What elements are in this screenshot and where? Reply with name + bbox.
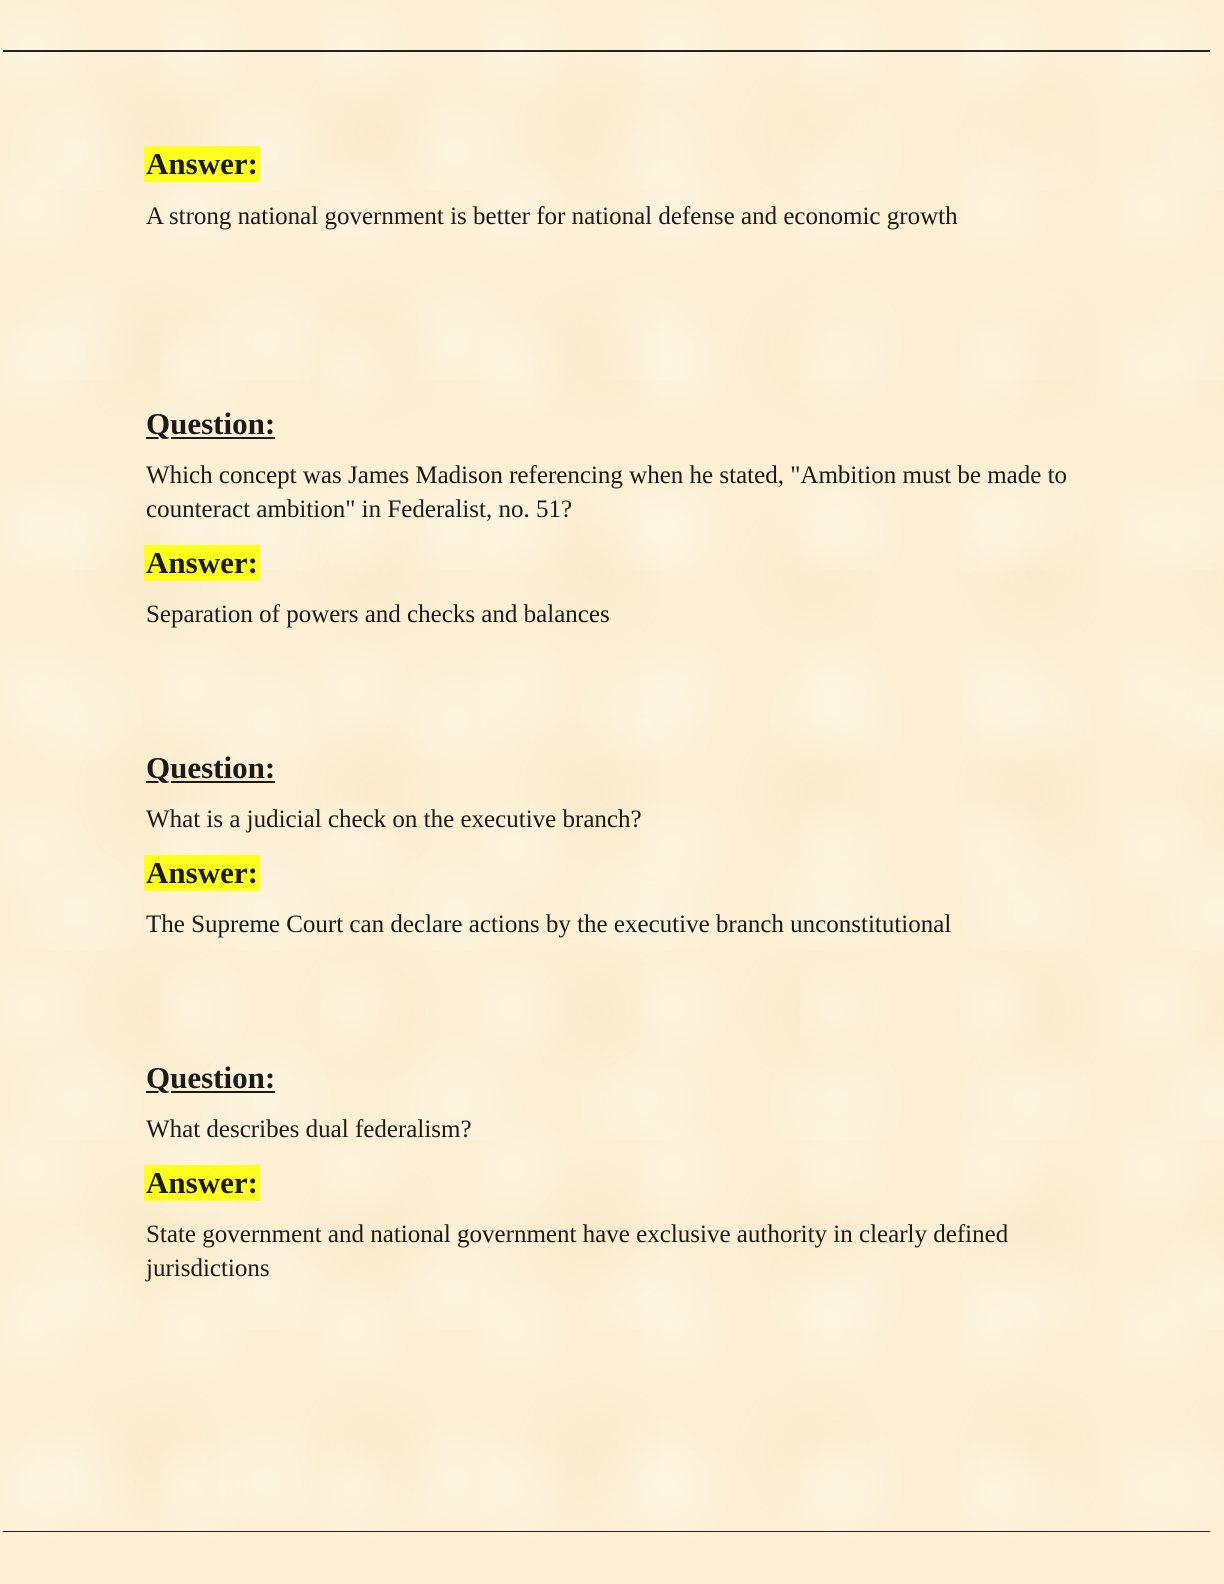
answer-text: A strong national government is better for national defense and economic growth xyxy=(146,203,958,230)
question-text: What is a judicial check on the executive branch? xyxy=(146,806,642,833)
question-label: Question: xyxy=(146,750,276,785)
question-text: Which concept was James Madison referencing when he stated, "Ambition must be made to counteract ambition" in Federalist, no. 51? xyxy=(146,462,1068,523)
answer-text: Separation of powers and checks and balances xyxy=(146,601,610,628)
question-label: Question: xyxy=(146,406,276,441)
answer-text: The Supreme Court can declare actions by the executive branch unconstitutional xyxy=(146,911,952,938)
question-text: What describes dual federalism? xyxy=(146,1116,472,1143)
answer-label: Answer: xyxy=(146,1165,258,1200)
answer-label: Answer: xyxy=(146,855,258,890)
answer-label: Answer: xyxy=(146,146,258,181)
top-rule xyxy=(3,50,1210,52)
bottom-rule xyxy=(3,1531,1210,1532)
question-label: Question: xyxy=(146,1060,276,1095)
answer-label: Answer: xyxy=(146,545,258,580)
answer-text: State government and national government have exclusive authority in clearly defined jurisdictions xyxy=(146,1221,1009,1282)
